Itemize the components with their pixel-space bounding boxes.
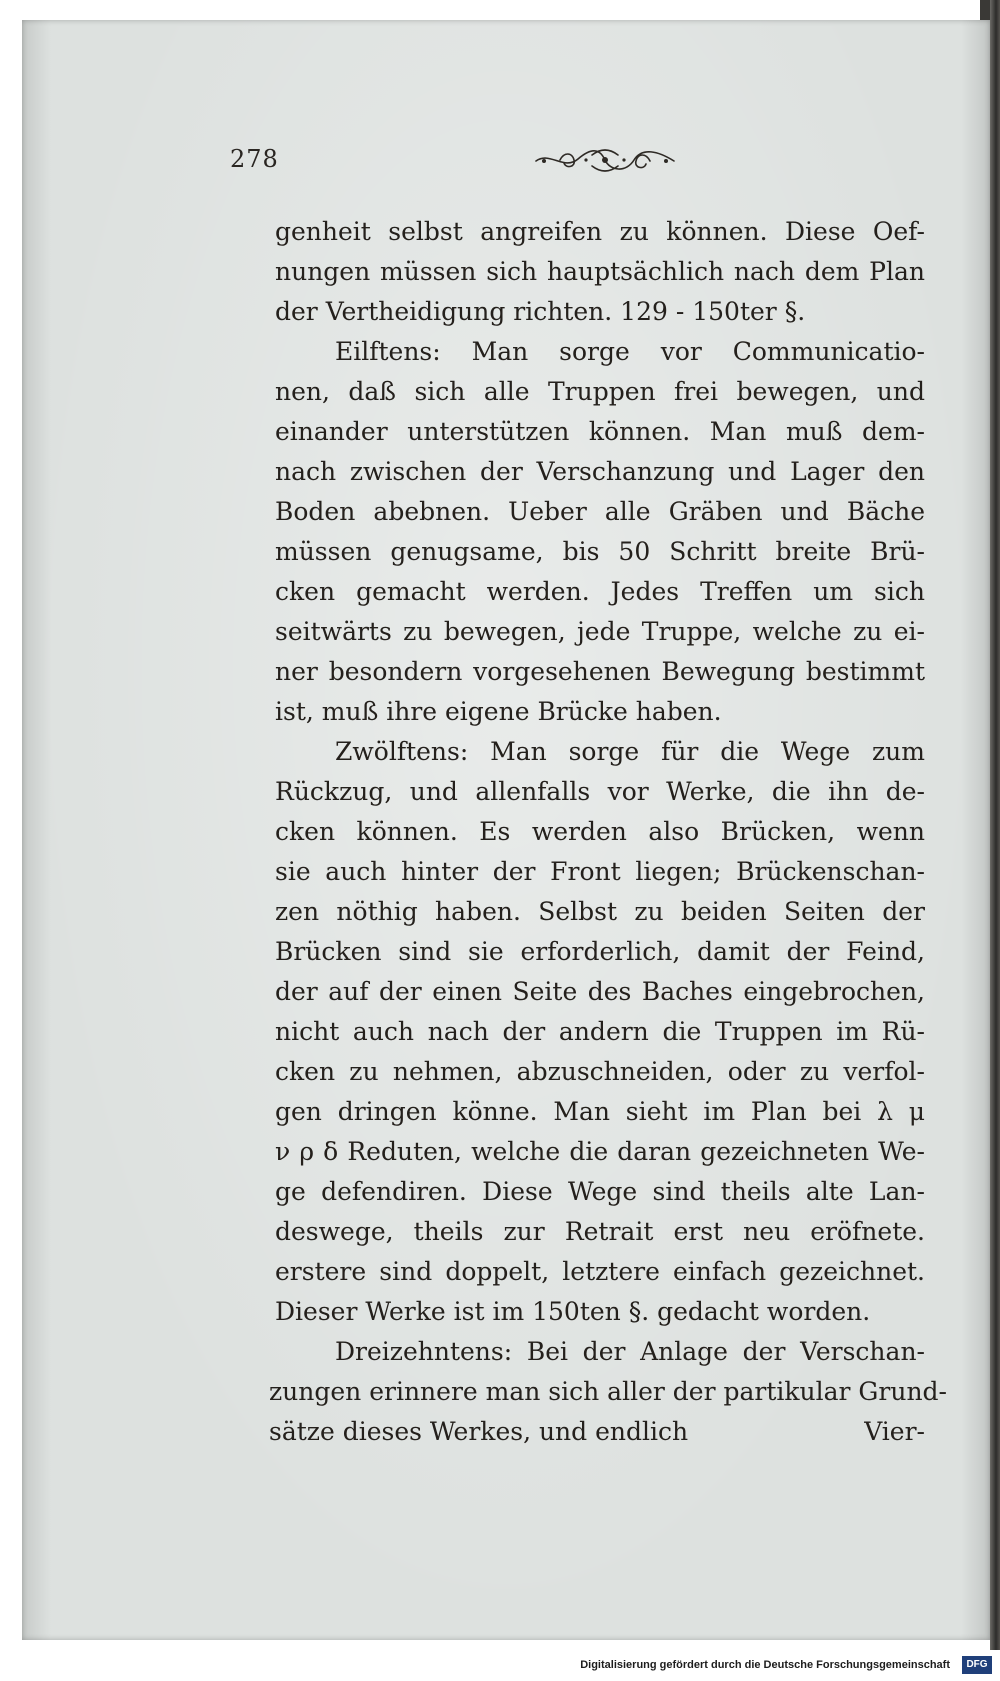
text-line: Zwölftens: Man sorge für die Wege zum — [335, 737, 925, 766]
text-line: nach zwischen der Verschanzung und Lager den — [275, 457, 925, 486]
text-line: cken zu nehmen, abzuschneiden, oder zu verfol- — [275, 1057, 925, 1086]
text-line: cken können. Es werden also Brücken, wenn — [275, 817, 925, 846]
catchword: Vier- — [864, 1417, 925, 1446]
digitization-credit: Digitalisierung gefördert durch die Deutsche Forschungsgemeinschaft — [580, 1659, 950, 1671]
text-line: ge defendiren. Diese Wege sind theils alte Lan- — [275, 1177, 925, 1206]
body-text — [269, 212, 947, 1452]
text-line: ν ρ δ Reduten, welche die daran gezeichneten We- — [275, 1137, 925, 1166]
text-line: Rückzug, und allenfalls vor Werke, die ihn de- — [275, 777, 925, 806]
text-line: cken gemacht werden. Jedes Treffen um sich — [275, 577, 925, 606]
text-line: sie auch hinter der Front liegen; Brückenschan- — [275, 857, 925, 886]
text-line: einander unterstützen können. Man muß dem- — [275, 417, 925, 446]
text-line: zungen erinnere man sich aller der partikular Grund- — [269, 1377, 947, 1406]
text-line: ner besondern vorgesehenen Bewegung bestimmt — [275, 657, 925, 686]
text-line: Brücken sind sie erforderlich, damit der Feind, — [275, 937, 925, 966]
text-line: Dieser Werke ist im 150ten §. gedacht worden. — [275, 1297, 871, 1326]
text-line: der Vertheidigung richten. 129 - 150ter §. — [275, 297, 806, 326]
text-line: der auf der einen Seite des Baches eingebrochen, — [275, 977, 925, 1006]
text-line: seitwärts zu bewegen, jede Truppe, welche zu ei- — [275, 617, 925, 646]
text-line: gen dringen könne. Man sieht im Plan bei λ μ — [275, 1097, 925, 1126]
page-header — [230, 145, 930, 185]
text-line: deswege, theils zur Retrait erst neu eröfnete. — [275, 1217, 925, 1246]
text-line: Boden abebnen. Ueber alle Gräben und Bäche — [275, 497, 925, 526]
text-line: müssen genugsame, bis 50 Schritt breite Brü- — [275, 537, 925, 566]
page-number: 278 — [230, 145, 279, 173]
text-line: nen, daß sich alle Truppen frei bewegen, und — [275, 377, 925, 406]
text-line: zen nöthig haben. Selbst zu beiden Seiten der — [275, 897, 925, 926]
text-line: nicht auch nach der andern die Truppen im Rü- — [275, 1017, 925, 1046]
text-line: erstere sind doppelt, letztere einfach gezeichnet. — [275, 1257, 925, 1286]
text-line-with-catchword — [269, 1412, 925, 1452]
text-line: nungen müssen sich hauptsächlich nach dem Plan — [275, 257, 925, 286]
text-line: sätze dieses Werkes, und endlich — [269, 1417, 689, 1446]
text-line: Dreizehntens: Bei der Anlage der Verschan- — [335, 1337, 925, 1366]
book-edge-right — [990, 0, 1000, 1650]
ornament-icon — [530, 143, 680, 177]
dfg-logo: DFG — [962, 1656, 992, 1674]
text-line: ist, muß ihre eigene Brücke haben. — [275, 697, 722, 726]
text-line: genheit selbst angreifen zu können. Diese Oef- — [275, 217, 925, 246]
text-line: Eilftens: Man sorge vor Communicatio- — [335, 337, 925, 366]
